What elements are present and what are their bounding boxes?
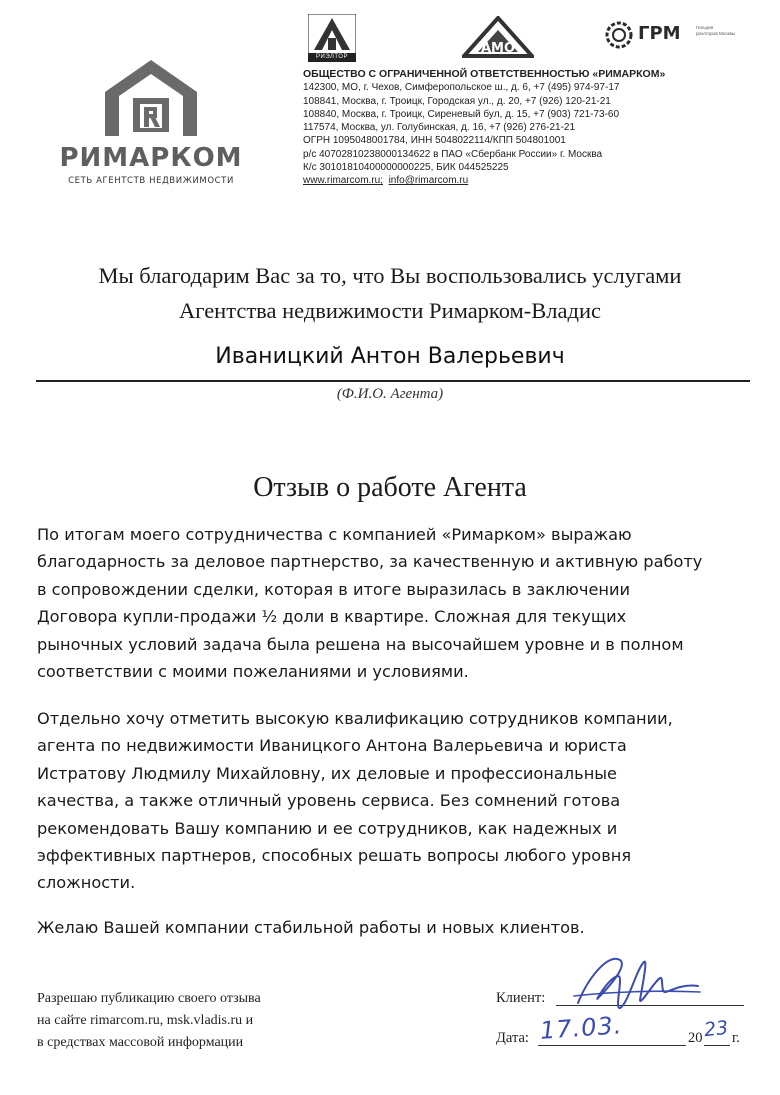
client-signature [568,948,708,1018]
agent-caption: (Ф.И.О. Агента) [336,386,444,402]
paragraph-line: благодарность за деловое партнерство, за качественную и активную работу [37,552,703,572]
company-line: р/с 40702810238000134622 в ПАО «Сбербанк России» г. Москва [303,148,603,160]
thanks-line: Агентства недвижимости Римарком-Владис [179,298,601,323]
grm-text: ГРМ [638,23,681,44]
paragraph-line: соответствии с моими пожеланиями и условиями. [37,662,469,682]
agent-name: Иваницкий Антон Валерьевич [215,344,565,369]
brand-tagline: СЕТЬ АГЕНТСТВ НЕДВИЖИМОСТИ [68,176,234,186]
date-label: Дата: [496,1030,529,1046]
company-line: ОГРН 1095048001784, ИНН 5048022114/КПП 504801001 [303,135,566,147]
rimarkom-logo [58,58,244,188]
consent-line: на сайте rimarcom.ru, msk.vladis.ru и [37,1013,254,1028]
rieltor-logo [308,14,356,62]
year-suffix: г. [732,1030,740,1046]
review-paragraph-1 [37,521,737,685]
paragraph-line: качества, а также отличный уровень сервиса. Без сомнений готова [37,791,621,811]
paragraph-line: агента по недвижимости Иваницкого Антона Валерьевича и юриста [37,736,627,756]
rieltor-caption: РИЭЛТОР [308,53,356,62]
consent-line: Разрешаю публикацию своего отзыва [37,991,261,1006]
company-line: 117574, Москва, ул. Голубинская, д. 16, +7 (926) 276-21-21 [303,122,576,134]
review-paragraph-2 [37,705,737,897]
company-line: 142300, МО, г. Чехов, Симферопольское ш., д. 6, +7 (495) 974-97-17 [303,82,620,94]
year-line [704,1045,730,1046]
company-name: ОБЩЕСТВО С ОГРАНИЧЕННОЙ ОТВЕТСТВЕННОСТЬЮ «РИМАРКОМ» [303,68,666,80]
amo-logo [462,16,534,58]
house-r-icon [103,58,199,138]
amo-caption: АМО [480,41,516,56]
paragraph-line: Истратову Людмилу Михайловну, их деловые и профессиональные [37,763,618,783]
paragraph-line: Договора купли-продажи ½ доли в квартире. Сложная для текущих [37,607,627,627]
thanks-message [30,258,750,328]
brand-name: РИМАРКОМ [59,143,243,173]
email-link[interactable]: info@rimarcom.ru [388,175,469,187]
year-value: 23 [702,1016,730,1042]
year-prefix: 20 [688,1030,703,1046]
paragraph-line: рыночных условий задача была решена на высочайшем уровне и в полном [37,634,684,654]
review-title: Отзыв о работе Агента [253,472,527,503]
grm-circle-icon [604,20,634,50]
consent-line: в средствах массовой информации [37,1035,244,1050]
agent-underline [36,380,750,382]
company-line: 108840, Москва, г. Троицк, Сиреневый бул, д. 15, +7 (903) 721-73-60 [303,108,620,120]
paragraph-line: По итогам моего сотрудничества с компанией «Римарком» выражаю [37,525,632,544]
date-line [538,1045,686,1046]
paragraph-line: сложности. [37,873,136,893]
grm-subtitle: Гильдия риэлторов Москвы [696,25,736,36]
company-line: 108841, Москва, г. Троицк, Городская ул., д. 20, +7 (926) 120-21-21 [303,95,611,107]
client-label: Клиент: [496,990,546,1006]
thanks-line: Мы благодарим Вас за то, что Вы воспользовались услугами [98,263,682,288]
paragraph-line: в сопровождении сделки, которая в итоге выразилась в заключении [37,579,631,599]
paragraph-line: рекомендовать Вашу компанию и ее сотрудников, как надежных и [37,818,618,838]
company-line: К/с 30101810400000000225, БИК 044525225 [303,162,509,174]
grm-logo [604,20,774,54]
paragraph-line: Отдельно хочу отметить высокую квалификацию сотрудников компании, [37,709,673,728]
publication-consent [37,988,367,1054]
company-links [303,174,763,187]
rieltor-icon [308,14,356,54]
signature-icon [568,948,708,1018]
amo-icon [462,16,534,58]
date-value: 17.03. [539,1011,624,1045]
company-details [303,68,763,188]
website-link[interactable]: www.rimarcom.ru; [303,175,384,187]
review-paragraph-3 [37,914,737,941]
paragraph-line: эффективных партнеров, способных решать вопросы любого уровня [37,846,632,866]
paragraph-line: Желаю Вашей компании стабильной работы и новых клиентов. [37,918,585,937]
